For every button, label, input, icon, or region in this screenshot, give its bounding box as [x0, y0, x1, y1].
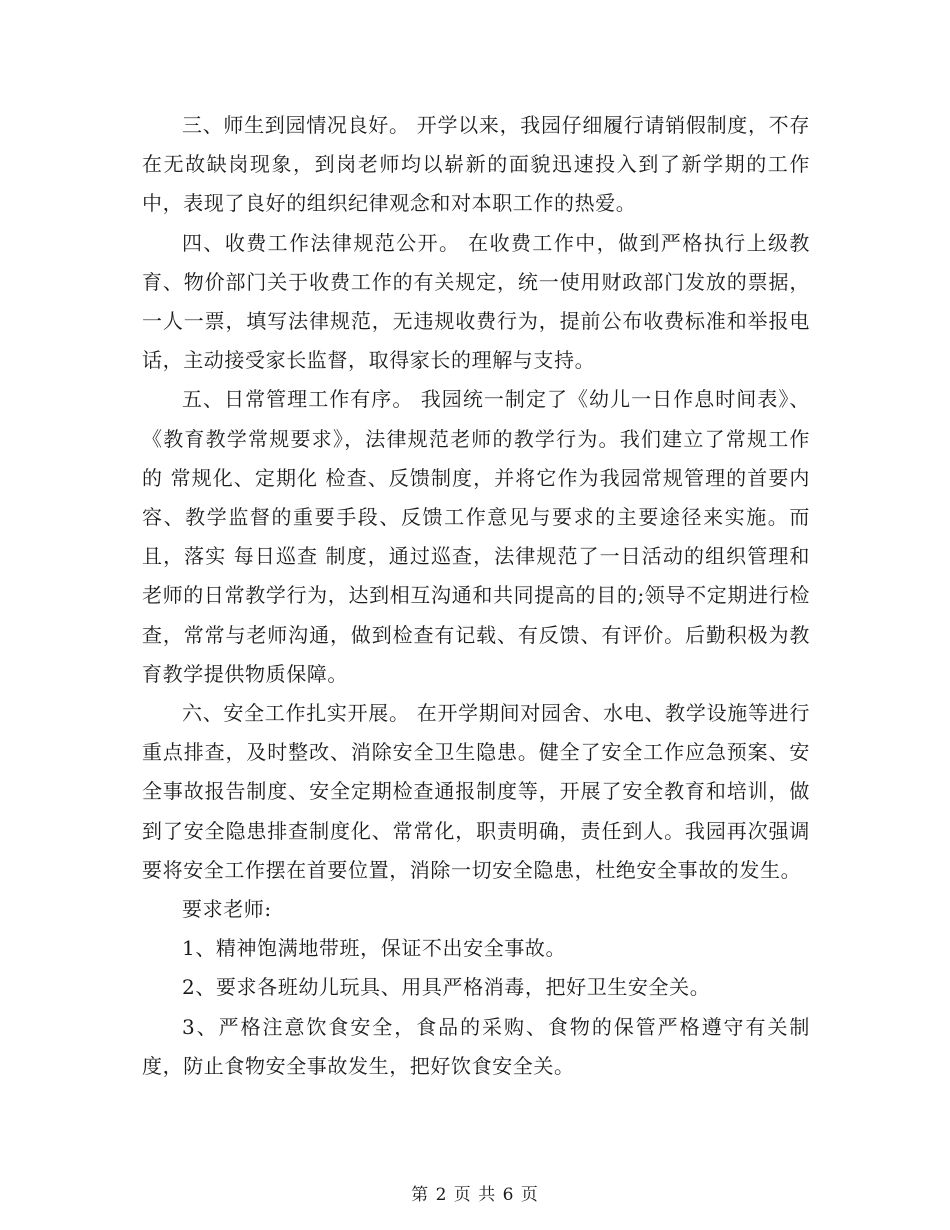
- paragraph-daily-management: 五、日常管理工作有序。 我园统一制定了《幼儿一日作息时间表》、《教育教学常规要求》，法律规范老师的教学行为。我们建立了常规工作的 常规化、定期化 检查、反馈制度，并将它作为我园常规管理的首要内容、教学监督的重要手段、反馈工作意见与要求的主要途径来实施。而且，落实 每日巡查 制度，通过巡查，法律规范了一日活动的组织管理和老师的日常教学行为，达到相互沟通和共同提高的目的;领导不定期进行检查，常常与老师沟通，做到检查有记载、有反馈、有评价。后勤积极为教育教学提供物质保障。: [142, 387, 810, 686]
- document-body: [142, 106, 810, 1086]
- paragraph-fees: 四、收费工作法律规范公开。 在收费工作中，做到严格执行上级教育、物价部门关于收费工作的有关规定，统一使用财政部门发放的票据，一人一票，填写法律规范，无违规收费行为，提前公布收费标准和举报电话，主动接受家长监督，取得家长的理解与支持。: [142, 230, 810, 373]
- requirement-item-3: 3、严格注意饮食安全，食品的采购、食物的保管严格遵守有关制度，防止食物安全事故发生，把好饮食安全关。: [142, 1014, 810, 1078]
- paragraph-safety: 六、安全工作扎实开展。 在开学期间对园舍、水电、教学设施等进行重点排查，及时整改、消除安全卫生隐患。健全了安全工作应急预案、安全事故报告制度、安全定期检查通报制度等，开展了安全教育和培训，做到了安全隐患排查制度化、常常化，职责明确，责任到人。我园再次强调要将安全工作摆在首要位置，消除一切安全隐患，杜绝安全事故的发生。: [142, 701, 810, 882]
- paragraph-requirements-heading: 要求老师:: [182, 897, 272, 922]
- page-number-footer: 第 2 页 共 6 页: [411, 1185, 539, 1205]
- paragraph-attendance: 三、师生到园情况良好。 开学以来，我园仔细履行请销假制度，不存在无故缺岗现象，到岗老师均以崭新的面貌迅速投入到了新学期的工作中，表现了良好的组织纪律观念和对本职工作的热爱。: [142, 113, 810, 216]
- requirement-item-1: 1、精神饱满地带班，保证不出安全事故。: [182, 936, 567, 961]
- requirement-item-2: 2、要求各班幼儿玩具、用具严格消毒，把好卫生安全关。: [182, 975, 711, 1000]
